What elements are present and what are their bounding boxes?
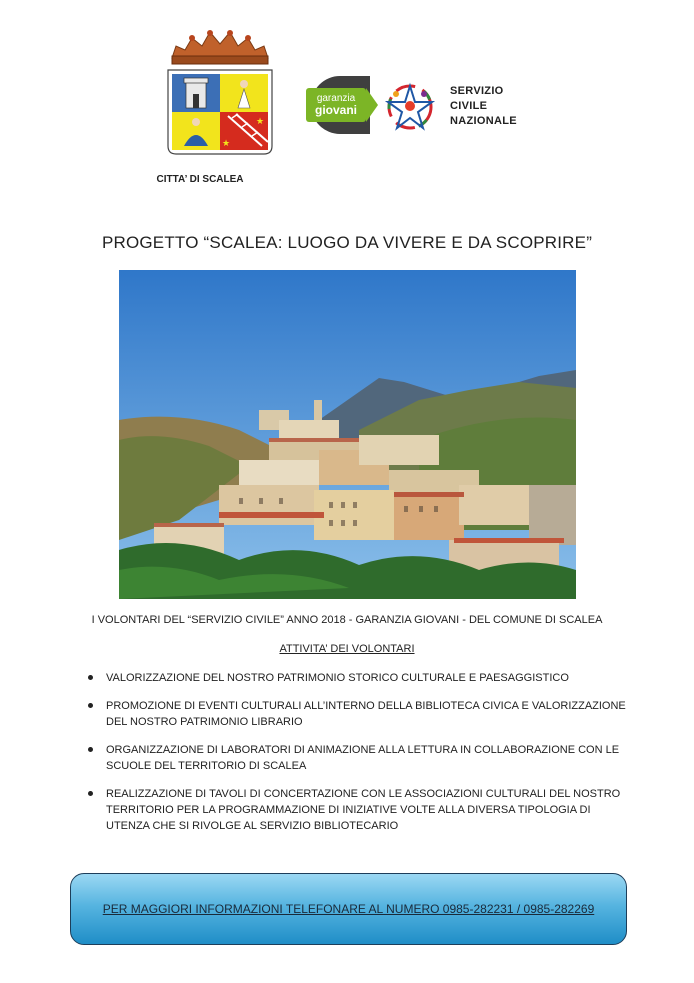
bullet-icon [88, 675, 93, 680]
svg-text:★: ★ [222, 138, 231, 148]
svg-text:★: ★ [256, 116, 265, 126]
info-box [70, 873, 627, 945]
subtitle: I VOLONTARI DEL “SERVIZIO CIVILE” ANNO 2018 - GARANZIA GIOVANI - DEL COMUNE DI SCALEA [91, 614, 603, 626]
bullet-icon [88, 747, 93, 752]
servizio-civile-logo [380, 78, 440, 136]
garanzia-giovani-logo [300, 74, 380, 136]
servizio-civile-text [450, 84, 517, 129]
scn-line-1: SERVIZIO [450, 85, 504, 97]
coat-of-arms-logo [160, 28, 280, 163]
garanzia-line2: giovani [314, 103, 358, 117]
bullet-icon [88, 791, 93, 796]
list-item [88, 742, 633, 774]
page-title: PROGETTO “SCALEA: LUOGO DA VIVERE E DA SCOPRIRE” [101, 233, 593, 252]
activity-text: ORGANIZZAZIONE DI LABORATORI DI ANIMAZIONE ALLA LETTURA IN COLLABORAZIONE CON LE SCUOLE DEL TERRITORIO DI SCALEA [106, 744, 620, 772]
bullet-icon [88, 703, 93, 708]
info-phone-link[interactable]: PER MAGGIORI INFORMAZIONI TELEFONARE AL NUMERO 0985-282231 / 0985-282269 [102, 902, 595, 916]
activities-heading: ATTIVITA’ DEI VOLONTARI [279, 643, 415, 655]
activity-text: VALORIZZAZIONE DEL NOSTRO PATRIMONIO STORICO CULTURALE E PAESAGGISTICO [106, 672, 569, 684]
activity-text: PROMOZIONE DI EVENTI CULTURALI ALL’INTERNO DELLA BIBLIOTECA CIVICA E VALORIZZAZIONE DEL NOSTRO PATRIMONIO LIBRARIO [106, 700, 626, 728]
list-item [88, 670, 633, 686]
activities-list [88, 670, 633, 846]
list-item [88, 698, 633, 730]
crest-caption: CITTA’ DI SCALEA [156, 174, 244, 185]
garanzia-line1: garanzia [316, 93, 356, 104]
scn-line-3: NAZIONALE [450, 115, 517, 127]
activity-text: REALIZZAZIONE DI TAVOLI DI CONCERTAZIONE CON LE ASSOCIAZIONI CULTURALI DEL NOSTRO TERRITORIO PER LA PROGRAMMAZIONE DI INIZIATIVE VOLTE ALLA DIVERSA TIPOLOGIA DI UTENZA CHE SI RIVOLGE AL SERVIZIO BIBLIOTECARIO [106, 788, 621, 832]
list-item [88, 786, 633, 834]
scn-line-2: CIVILE [450, 100, 488, 112]
scalea-town-photo [119, 270, 576, 599]
